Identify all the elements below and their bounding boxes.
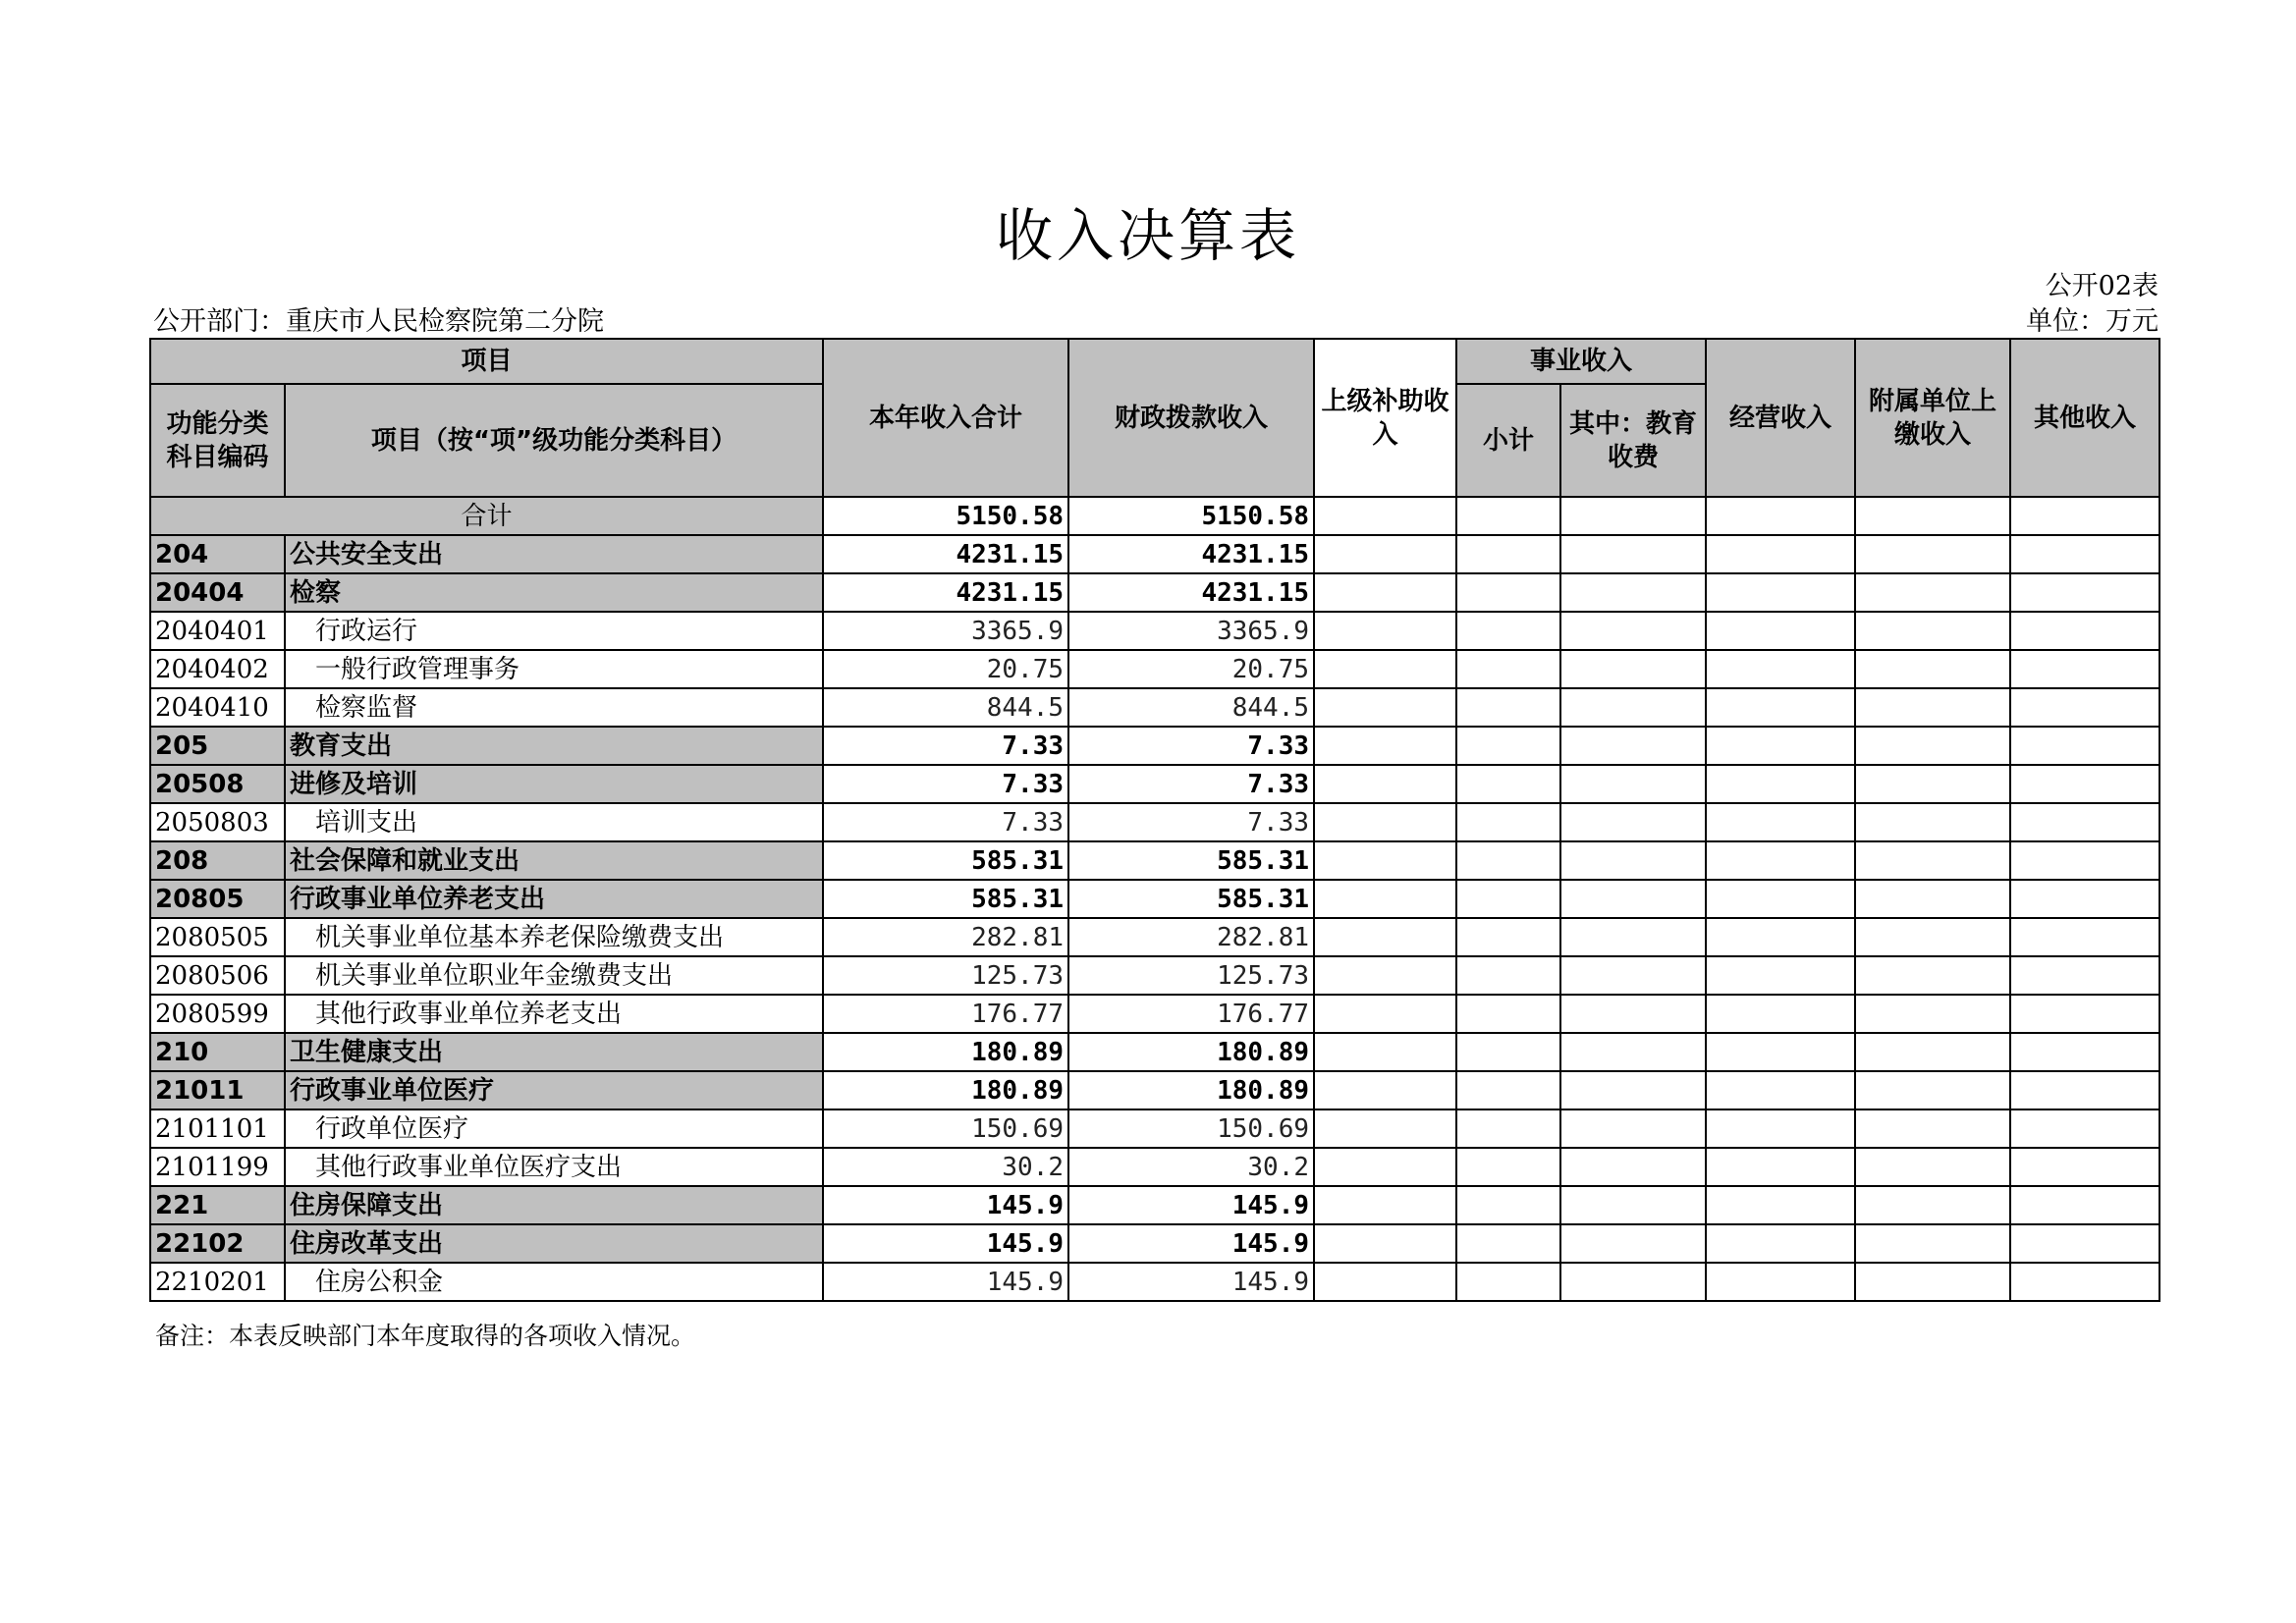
- table-header: [150, 339, 2159, 497]
- empty-cell: [1314, 727, 1456, 765]
- empty-cell: [2010, 497, 2159, 535]
- empty-cell: [1560, 1148, 1706, 1186]
- table-row: [150, 765, 2159, 803]
- row-total-income-cell: 3365.9: [823, 612, 1068, 650]
- table-row: [150, 1109, 2159, 1148]
- empty-cell: [1314, 1071, 1456, 1109]
- row-total-income-cell: 7.33: [823, 803, 1068, 841]
- row-fiscal-cell: 282.81: [1068, 918, 1314, 956]
- row-total-income-cell: 145.9: [823, 1186, 1068, 1224]
- row-total-income-cell: 125.73: [823, 956, 1068, 995]
- row-name-cell: 住房保障支出: [285, 1186, 823, 1224]
- empty-cell: [1456, 727, 1560, 765]
- row-fiscal-cell: 150.69: [1068, 1109, 1314, 1148]
- empty-cell: [1560, 1263, 1706, 1301]
- row-code-cell: 2080505: [150, 918, 285, 956]
- empty-cell: [1314, 803, 1456, 841]
- row-code-cell: 2050803: [150, 803, 285, 841]
- empty-cell: [1706, 1071, 1855, 1109]
- table-row: [150, 1148, 2159, 1186]
- empty-cell: [1855, 918, 2010, 956]
- empty-cell: [1855, 727, 2010, 765]
- empty-cell: [1706, 688, 1855, 727]
- empty-cell: [1314, 956, 1456, 995]
- empty-cell: [1855, 497, 2010, 535]
- row-name-cell: 行政运行: [285, 612, 823, 650]
- empty-cell: [1314, 1033, 1456, 1071]
- empty-cell: [1855, 765, 2010, 803]
- row-total-income-cell: 150.69: [823, 1109, 1068, 1148]
- empty-cell: [1706, 841, 1855, 880]
- empty-cell: [1560, 650, 1706, 688]
- empty-cell: [1560, 956, 1706, 995]
- empty-cell: [1456, 1071, 1560, 1109]
- empty-cell: [1855, 880, 2010, 918]
- row-fiscal-cell: 125.73: [1068, 956, 1314, 995]
- table-row: [150, 650, 2159, 688]
- row-code-cell: 2040401: [150, 612, 285, 650]
- empty-cell: [1706, 765, 1855, 803]
- empty-cell: [1706, 1148, 1855, 1186]
- empty-cell: [1706, 650, 1855, 688]
- row-code-cell: 205: [150, 727, 285, 765]
- row-name-cell: 其他行政事业单位医疗支出: [285, 1148, 823, 1186]
- header-function-code: 功能分类科目编码: [150, 384, 285, 497]
- empty-cell: [1314, 1263, 1456, 1301]
- row-fiscal-cell: 4231.15: [1068, 535, 1314, 573]
- row-fiscal-cell: 585.31: [1068, 880, 1314, 918]
- empty-cell: [1456, 1224, 1560, 1263]
- table-row: [150, 1224, 2159, 1263]
- row-total-income-cell: 145.9: [823, 1263, 1068, 1301]
- row-fiscal-cell: 20.75: [1068, 650, 1314, 688]
- table-row: [150, 1186, 2159, 1224]
- row-total-income-cell: 585.31: [823, 841, 1068, 880]
- empty-cell: [1706, 1263, 1855, 1301]
- empty-cell: [1706, 995, 1855, 1033]
- empty-cell: [1560, 1071, 1706, 1109]
- empty-cell: [1855, 612, 2010, 650]
- table-row: [150, 918, 2159, 956]
- row-code-cell: 2040410: [150, 688, 285, 727]
- empty-cell: [1560, 535, 1706, 573]
- row-total-income-cell: 145.9: [823, 1224, 1068, 1263]
- row-total-income-cell: 4231.15: [823, 535, 1068, 573]
- table-body: [150, 497, 2159, 1301]
- empty-cell: [1560, 765, 1706, 803]
- row-code-cell: 2101199: [150, 1148, 285, 1186]
- table-row: [150, 535, 2159, 573]
- empty-cell: [2010, 841, 2159, 880]
- empty-cell: [1456, 497, 1560, 535]
- empty-cell: [1456, 688, 1560, 727]
- empty-cell: [2010, 1071, 2159, 1109]
- row-name-cell: 公共安全支出: [285, 535, 823, 573]
- row-total-income-cell: 7.33: [823, 765, 1068, 803]
- empty-cell: [1560, 612, 1706, 650]
- empty-cell: [1855, 841, 2010, 880]
- empty-cell: [1314, 841, 1456, 880]
- empty-cell: [1314, 573, 1456, 612]
- empty-cell: [1456, 1148, 1560, 1186]
- empty-cell: [2010, 803, 2159, 841]
- empty-cell: [2010, 688, 2159, 727]
- empty-cell: [1706, 612, 1855, 650]
- empty-cell: [1314, 918, 1456, 956]
- empty-cell: [1855, 1033, 2010, 1071]
- empty-cell: [1560, 497, 1706, 535]
- header-item-group: 项目: [150, 339, 823, 384]
- empty-cell: [1706, 803, 1855, 841]
- row-code-cell: 20404: [150, 573, 285, 612]
- row-code-cell: 204: [150, 535, 285, 573]
- row-name-cell: 住房公积金: [285, 1263, 823, 1301]
- empty-cell: [1706, 497, 1855, 535]
- empty-cell: [2010, 1186, 2159, 1224]
- empty-cell: [2010, 573, 2159, 612]
- empty-cell: [1456, 1186, 1560, 1224]
- total-income-cell: 5150.58: [823, 497, 1068, 535]
- row-total-income-cell: 844.5: [823, 688, 1068, 727]
- row-fiscal-cell: 7.33: [1068, 803, 1314, 841]
- empty-cell: [1560, 573, 1706, 612]
- row-code-cell: 221: [150, 1186, 285, 1224]
- empty-cell: [1456, 803, 1560, 841]
- table-row: [150, 1263, 2159, 1301]
- table-row: [150, 1071, 2159, 1109]
- empty-cell: [1855, 688, 2010, 727]
- empty-cell: [2010, 535, 2159, 573]
- empty-cell: [1456, 612, 1560, 650]
- empty-cell: [1314, 1186, 1456, 1224]
- row-code-cell: 2080599: [150, 995, 285, 1033]
- row-fiscal-cell: 844.5: [1068, 688, 1314, 727]
- empty-cell: [1456, 1109, 1560, 1148]
- empty-cell: [2010, 727, 2159, 765]
- empty-cell: [2010, 956, 2159, 995]
- row-name-cell: 行政事业单位医疗: [285, 1071, 823, 1109]
- empty-cell: [2010, 1263, 2159, 1301]
- table-row: [150, 803, 2159, 841]
- header-total-income: 本年收入合计: [823, 339, 1068, 497]
- row-name-cell: 进修及培训: [285, 765, 823, 803]
- row-name-cell: 其他行政事业单位养老支出: [285, 995, 823, 1033]
- row-code-cell: 20508: [150, 765, 285, 803]
- empty-cell: [1706, 918, 1855, 956]
- row-code-cell: 2080506: [150, 956, 285, 995]
- total-fiscal-cell: 5150.58: [1068, 497, 1314, 535]
- row-name-cell: 一般行政管理事务: [285, 650, 823, 688]
- empty-cell: [1706, 956, 1855, 995]
- empty-cell: [1855, 1071, 2010, 1109]
- empty-cell: [1560, 880, 1706, 918]
- header-superior-subsidy: 上级补助收入: [1314, 339, 1456, 497]
- row-name-cell: 检察: [285, 573, 823, 612]
- empty-cell: [1314, 612, 1456, 650]
- row-total-income-cell: 180.89: [823, 1033, 1068, 1071]
- empty-cell: [1855, 956, 2010, 995]
- header-affiliated-income: 附属单位上缴收入: [1855, 339, 2010, 497]
- row-code-cell: 2040402: [150, 650, 285, 688]
- row-name-cell: 检察监督: [285, 688, 823, 727]
- income-statement-table: [149, 338, 2160, 1302]
- row-fiscal-cell: 176.77: [1068, 995, 1314, 1033]
- row-code-cell: 2101101: [150, 1109, 285, 1148]
- empty-cell: [1855, 995, 2010, 1033]
- empty-cell: [2010, 1109, 2159, 1148]
- row-name-cell: 行政事业单位养老支出: [285, 880, 823, 918]
- row-name-cell: 培训支出: [285, 803, 823, 841]
- row-name-cell: 机关事业单位基本养老保险缴费支出: [285, 918, 823, 956]
- empty-cell: [1456, 650, 1560, 688]
- empty-cell: [2010, 1148, 2159, 1186]
- header-business-income-group: 事业收入: [1456, 339, 1706, 384]
- empty-cell: [1855, 650, 2010, 688]
- row-name-cell: 卫生健康支出: [285, 1033, 823, 1071]
- row-code-cell: 208: [150, 841, 285, 880]
- empty-cell: [1314, 497, 1456, 535]
- form-number: 公开02表: [2045, 271, 2159, 301]
- empty-cell: [1855, 535, 2010, 573]
- empty-cell: [1456, 956, 1560, 995]
- department-label: 公开部门：重庆市人民检察院第二分院: [153, 306, 604, 337]
- empty-cell: [1560, 1186, 1706, 1224]
- row-name-cell: 教育支出: [285, 727, 823, 765]
- empty-cell: [2010, 765, 2159, 803]
- empty-cell: [1456, 995, 1560, 1033]
- row-fiscal-cell: 145.9: [1068, 1263, 1314, 1301]
- row-fiscal-cell: 145.9: [1068, 1224, 1314, 1263]
- row-fiscal-cell: 7.33: [1068, 727, 1314, 765]
- empty-cell: [1706, 535, 1855, 573]
- empty-cell: [2010, 1033, 2159, 1071]
- empty-cell: [1314, 650, 1456, 688]
- row-name-cell: 行政单位医疗: [285, 1109, 823, 1148]
- row-total-income-cell: 180.89: [823, 1071, 1068, 1109]
- row-name-cell: 住房改革支出: [285, 1224, 823, 1263]
- empty-cell: [1456, 765, 1560, 803]
- row-code-cell: 2210201: [150, 1263, 285, 1301]
- empty-cell: [1314, 1224, 1456, 1263]
- header-other-income: 其他收入: [2010, 339, 2159, 497]
- empty-cell: [1855, 1263, 2010, 1301]
- empty-cell: [1560, 1224, 1706, 1263]
- row-total-income-cell: 585.31: [823, 880, 1068, 918]
- empty-cell: [2010, 918, 2159, 956]
- row-code-cell: 20805: [150, 880, 285, 918]
- row-total-income-cell: 282.81: [823, 918, 1068, 956]
- empty-cell: [1314, 1109, 1456, 1148]
- empty-cell: [1456, 918, 1560, 956]
- empty-cell: [1560, 727, 1706, 765]
- empty-cell: [2010, 650, 2159, 688]
- empty-cell: [1855, 573, 2010, 612]
- empty-cell: [1706, 1224, 1855, 1263]
- row-code-cell: 22102: [150, 1224, 285, 1263]
- empty-cell: [1314, 765, 1456, 803]
- row-total-income-cell: 7.33: [823, 727, 1068, 765]
- row-fiscal-cell: 180.89: [1068, 1071, 1314, 1109]
- empty-cell: [1314, 995, 1456, 1033]
- table-row: [150, 612, 2159, 650]
- header-business-education-fee: 其中：教育收费: [1560, 384, 1706, 497]
- empty-cell: [1560, 1109, 1706, 1148]
- row-fiscal-cell: 30.2: [1068, 1148, 1314, 1186]
- table-row: [150, 727, 2159, 765]
- empty-cell: [1706, 880, 1855, 918]
- empty-cell: [1314, 1148, 1456, 1186]
- empty-cell: [1706, 573, 1855, 612]
- empty-cell: [1706, 1033, 1855, 1071]
- unit-label: 单位：万元: [2026, 306, 2159, 337]
- row-code-cell: 21011: [150, 1071, 285, 1109]
- empty-cell: [2010, 1224, 2159, 1263]
- row-name-cell: 社会保障和就业支出: [285, 841, 823, 880]
- empty-cell: [2010, 880, 2159, 918]
- row-total-income-cell: 20.75: [823, 650, 1068, 688]
- footnote: 备注：本表反映部门本年度取得的各项收入情况。: [155, 1322, 696, 1350]
- row-fiscal-cell: 4231.15: [1068, 573, 1314, 612]
- empty-cell: [2010, 612, 2159, 650]
- empty-cell: [1456, 1263, 1560, 1301]
- empty-cell: [1314, 880, 1456, 918]
- empty-cell: [1560, 803, 1706, 841]
- header-operating-income: 经营收入: [1706, 339, 1855, 497]
- total-label: 合计: [150, 497, 823, 535]
- table-row: [150, 995, 2159, 1033]
- row-fiscal-cell: 3365.9: [1068, 612, 1314, 650]
- empty-cell: [1706, 727, 1855, 765]
- report-title: 收入决算表: [995, 202, 1300, 269]
- row-name-cell: 机关事业单位职业年金缴费支出: [285, 956, 823, 995]
- empty-cell: [1855, 1186, 2010, 1224]
- empty-cell: [1560, 1033, 1706, 1071]
- empty-cell: [1456, 535, 1560, 573]
- total-row: [150, 497, 2159, 535]
- empty-cell: [1560, 688, 1706, 727]
- table-row: [150, 688, 2159, 727]
- empty-cell: [1855, 1224, 2010, 1263]
- empty-cell: [1855, 1109, 2010, 1148]
- table-row: [150, 841, 2159, 880]
- empty-cell: [2010, 995, 2159, 1033]
- header-item-name: 项目（按“项”级功能分类科目）: [285, 384, 823, 497]
- empty-cell: [1560, 841, 1706, 880]
- row-total-income-cell: 30.2: [823, 1148, 1068, 1186]
- empty-cell: [1855, 803, 2010, 841]
- table-row: [150, 573, 2159, 612]
- empty-cell: [1456, 1033, 1560, 1071]
- row-fiscal-cell: 145.9: [1068, 1186, 1314, 1224]
- table-row: [150, 1033, 2159, 1071]
- empty-cell: [1855, 1148, 2010, 1186]
- empty-cell: [1456, 880, 1560, 918]
- table-row: [150, 880, 2159, 918]
- empty-cell: [1560, 918, 1706, 956]
- empty-cell: [1314, 688, 1456, 727]
- header-business-subtotal: 小计: [1456, 384, 1560, 497]
- row-fiscal-cell: 7.33: [1068, 765, 1314, 803]
- empty-cell: [1706, 1186, 1855, 1224]
- row-fiscal-cell: 585.31: [1068, 841, 1314, 880]
- row-code-cell: 210: [150, 1033, 285, 1071]
- empty-cell: [1314, 535, 1456, 573]
- empty-cell: [1456, 841, 1560, 880]
- row-total-income-cell: 4231.15: [823, 573, 1068, 612]
- empty-cell: [1560, 995, 1706, 1033]
- table-row: [150, 956, 2159, 995]
- empty-cell: [1706, 1109, 1855, 1148]
- header-fiscal-appropriation: 财政拨款收入: [1068, 339, 1314, 497]
- row-total-income-cell: 176.77: [823, 995, 1068, 1033]
- row-fiscal-cell: 180.89: [1068, 1033, 1314, 1071]
- empty-cell: [1456, 573, 1560, 612]
